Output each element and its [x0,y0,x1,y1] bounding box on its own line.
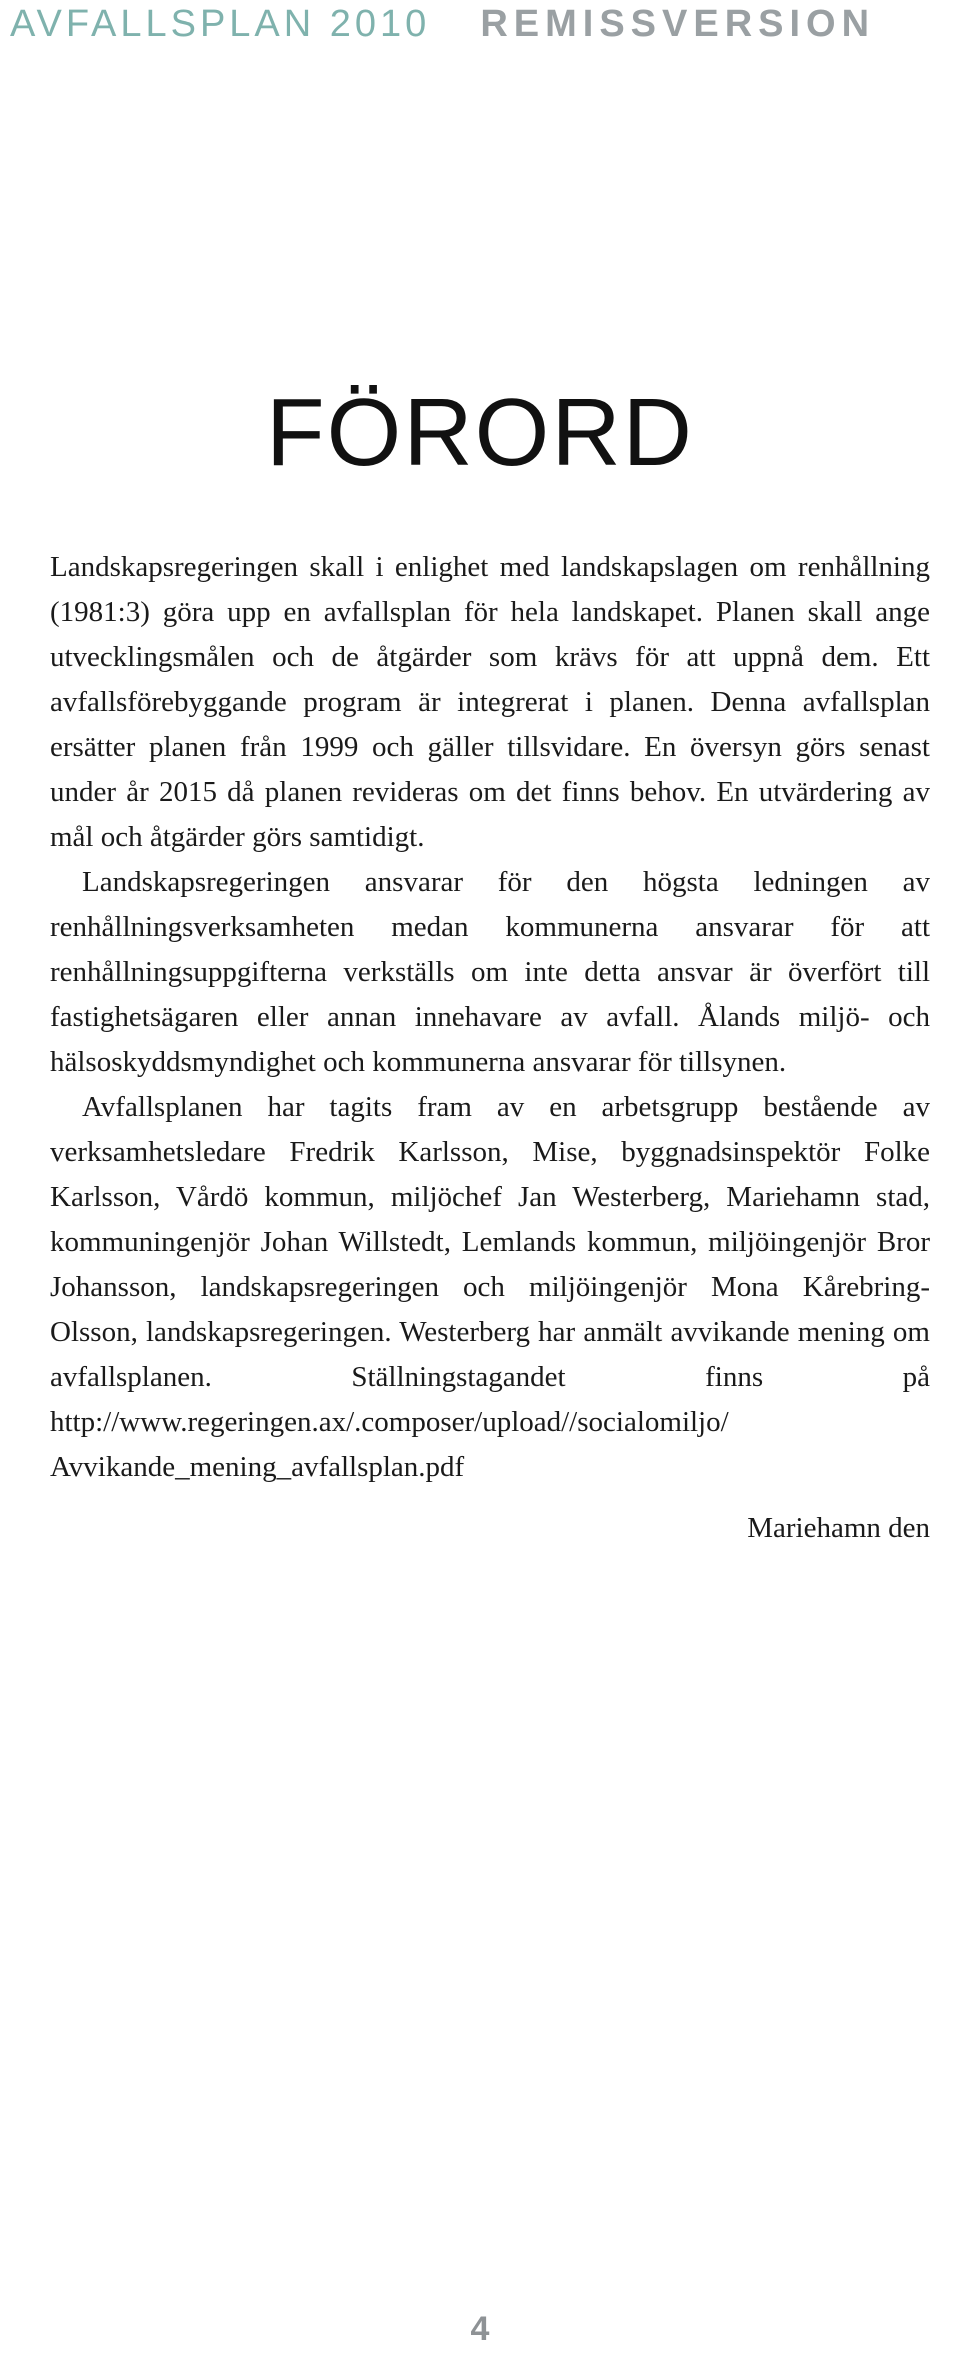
running-header [10,0,960,48]
paragraph-intro: Landskapsregeringen skall i enlighet med landskapslagen om renhållning (1981:3) göra upp en avfallsplan för hela landskapet. Planen skall ange utvecklingsmålen och de åtgärder som krävs för att uppnå dem. Ett avfallsförebyggande program är integrerat i planen. Denna avfallsplan ersätter planen från 1999 och gäller tillsvidare. En översyn görs senast under år 2015 då planen revideras om det finns behov. En utvärdering av mål och åtgärder görs samtidigt. [50,551,930,853]
header-version: REMISSVERSION [480,2,876,45]
body-text [50,545,930,1490]
page-number: 4 [470,2310,490,2348]
paragraph-responsibility: Landskapsregeringen ansvarar för den högsta ledningen av renhållningsverksamheten medan kommunerna ansvarar för att renhållningsuppgifterna verkställs om inte detta ansvar är överfört till fastighetsägaren eller annan innehavare av avfall. Ålands miljö- och hälsoskyddsmyndighet och kommunerna ansvarar för tillsynen. [50,866,930,1078]
header-plan-name: AVFALLSPLAN 2010 [10,2,431,45]
paragraph-working-group: Avfallsplanen har tagits fram av en arbetsgrupp bestående av verksamhetsledare Fredrik Karlsson, Mise, byggnadsinspektör Folke Karlsson, Vårdö kommun, miljöchef Jan Westerberg, Mariehamn stad, kommuningenjör Johan Willstedt, Lemlands kommun, miljöingenjör Bror Johansson, landskapsregeringen och miljöingenjör Mona Kårebring-Olsson, landskapsregeringen. Westerberg har anmält avvikande mening om avfallsplanen. Ställningstagandet finns på http://www.regeringen.ax/.composer/upload//socialomiljo/ Avvikande_mening_avfallsplan.pdf [50,1091,930,1483]
page-title: FÖRORD [266,379,694,486]
signature-place-date: Mariehamn den [747,1512,930,1544]
